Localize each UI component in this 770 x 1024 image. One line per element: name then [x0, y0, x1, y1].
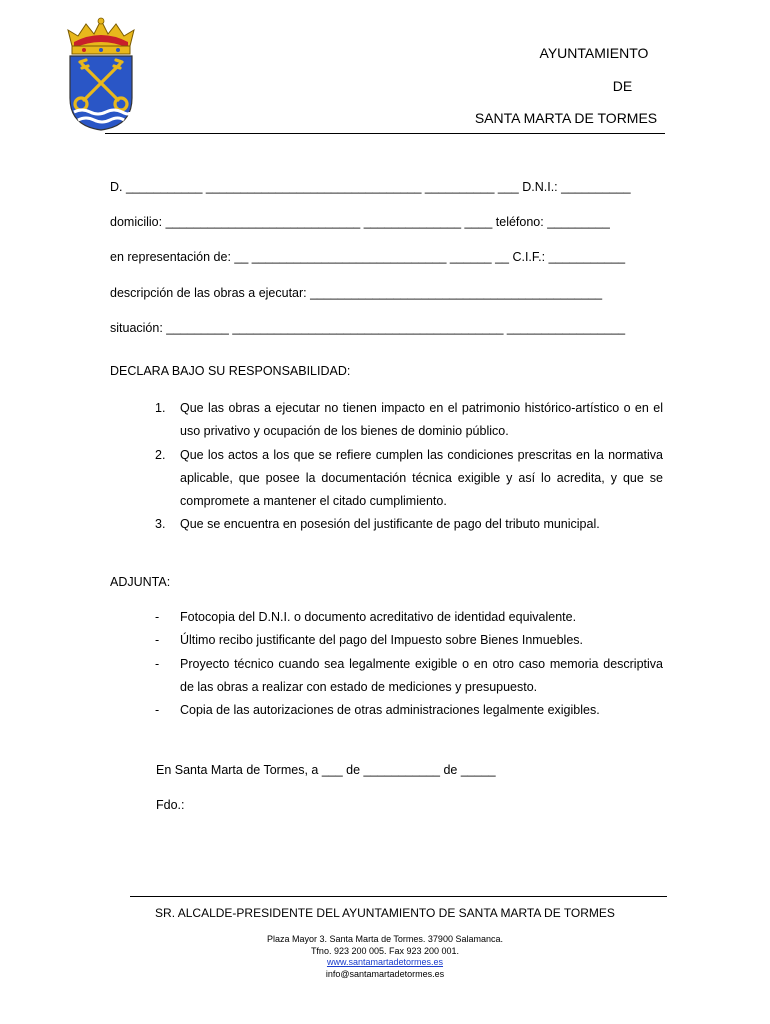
list-item [155, 699, 663, 722]
header-divider [105, 133, 665, 134]
list-text: Que se encuentra en posesión del justificante de pago del tributo municipal. [180, 517, 600, 532]
list-bullet: - [155, 703, 160, 718]
list-text: Proyecto técnico cuando sea legalmente exigible o en otro caso memoria descriptiva de las obras a realizar con estado de mediciones y presupuesto. [180, 656, 663, 694]
list-bullet: - [155, 656, 160, 671]
footer-divider [130, 896, 667, 897]
list-text: Último recibo justificante del pago del Impuesto sobre Bienes Inmuebles. [180, 633, 583, 648]
footer-address: Plaza Mayor 3. Santa Marta de Tormes. 37900 Salamanca. [267, 934, 503, 944]
list-text: Fotocopia del D.N.I. o documento acreditativo de identidad equivalente. [180, 610, 577, 624]
attachments-heading: ADJUNTA: [110, 575, 171, 589]
declaration-heading: DECLARA BAJO SU RESPONSABILIDAD: [110, 364, 351, 378]
list-bullet: - [155, 610, 160, 624]
declaration-list [155, 397, 663, 537]
list-item [155, 629, 663, 652]
list-item [155, 653, 663, 700]
list-number: 1. [155, 401, 166, 415]
list-item [155, 397, 663, 444]
footer-email: info@santamartadetormes.es [325, 968, 445, 979]
crown-icon [68, 18, 134, 54]
header-municipality: SANTA MARTA DE TORMES [474, 110, 658, 126]
list-text: Que las obras a ejecutar no tienen impacto en el patrimonio histórico-artístico o en el uso privativo y ocupación de los bienes de dominio público. [180, 401, 663, 439]
website-link[interactable]: www.santamartadetormes.es [326, 957, 444, 967]
footer-phone: Tfno. 923 200 005. Fax 923 200 001. [310, 945, 460, 956]
place-date-line[interactable]: En Santa Marta de Tormes, a ___ de ___________ de _____ [156, 763, 496, 777]
signature-label: Fdo.: [156, 798, 185, 812]
footer-title: SR. ALCALDE-PRESIDENTE DEL AYUNTAMIENTO DE SANTA MARTA DE TORMES [155, 906, 615, 920]
list-text: Copia de las autorizaciones de otras administraciones legalmente exigibles. [180, 703, 600, 718]
shield-icon [70, 56, 132, 130]
coat-of-arms-logo [64, 16, 138, 132]
list-item [155, 606, 663, 629]
domicilio-field-line[interactable]: domicilio: ____________________________ ______________ ____ teléfono: _________ [110, 215, 610, 229]
list-number: 3. [155, 517, 166, 532]
representacion-field-line[interactable]: en representación de: __ ____________________________ ______ __ C.I.F.: ___________ [110, 250, 626, 264]
header-de: DE [612, 78, 633, 94]
situacion-field-line[interactable]: situación: _________ _______________________________________ _________________ [110, 321, 626, 335]
footer-contact [0, 934, 770, 980]
descripcion-field-line[interactable]: descripción de las obras a ejecutar: __________________________________________ [110, 286, 603, 300]
list-item [155, 444, 663, 514]
attachments-list [155, 606, 663, 722]
header-ayuntamiento: AYUNTAMIENTO [539, 45, 649, 61]
list-item [155, 513, 663, 536]
dni-field-line[interactable]: D. ___________ _______________________________ __________ ___ D.N.I.: __________ [110, 180, 631, 194]
list-text: Que los actos a los que se refiere cumplen las condiciones prescritas en la normativa aplicable, que posee la documentación técnica exigible y así lo acredita, y que se compromete a mantener el citado cumplimiento. [180, 447, 663, 509]
list-bullet: - [155, 633, 160, 648]
list-number: 2. [155, 447, 166, 462]
